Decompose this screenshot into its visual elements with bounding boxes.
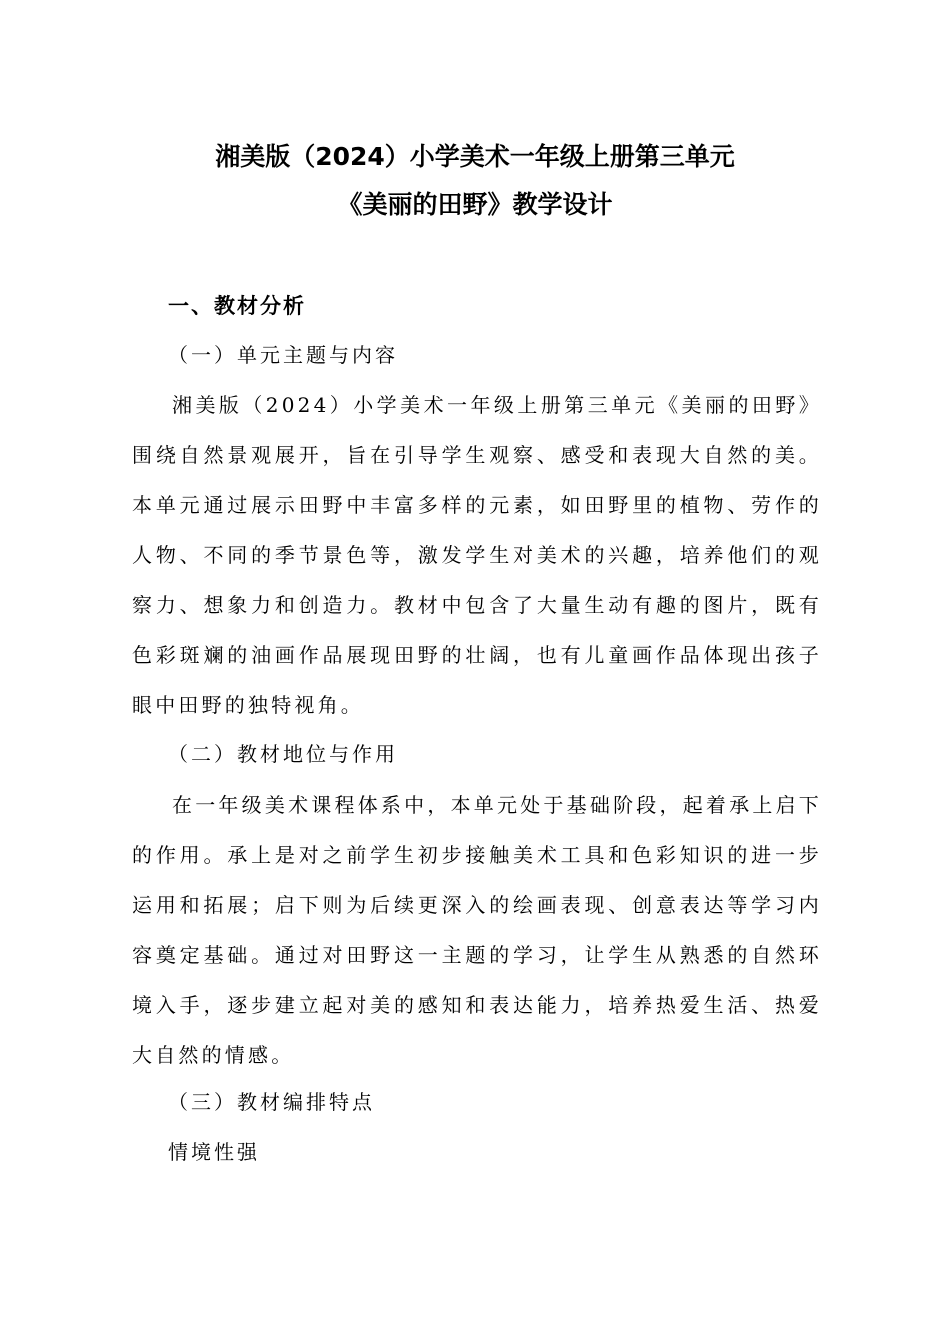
subsection-title-theme-content: （一）单元主题与内容 — [168, 343, 398, 367]
feature-point-situational: 情境性强 — [168, 1140, 260, 1164]
paragraph-position-role: 在一年级美术课程体系中，本单元处于基础阶段，起着承上启下的作用。承上是对之前学生初步接触美术工具和色彩知识的进一步运用和拓展；启下则为后续更深入的绘画表现、创意表达等学习内容奠定基础。通过对田野这一主题的学习，让学生从熟悉的自然环境入手，逐步建立起对美的感知和表达能力，培养热爱生活、热爱大自然的情感。 — [132, 793, 822, 1067]
paragraph-theme-content: 湘美版（2024）小学美术一年级上册第三单元《美丽的田野》围绕自然景观展开，旨在引导学生观察、感受和表现大自然的美。本单元通过展示田野中丰富多样的元素，如田野里的植物、劳作的人物、不同的季节景色等，激发学生对美术的兴趣，培养他们的观察力、想象力和创造力。教材中包含了大量生动有趣的图片，既有色彩斑斓的油画作品展现田野的壮阔，也有儿童画作品体现出孩子眼中田野的独特视角。 — [132, 393, 822, 717]
subsection-title-position-role: （二）教材地位与作用 — [168, 742, 398, 766]
section-heading-textbook-analysis: 一、教材分析 — [168, 294, 306, 318]
subsection-title-arrangement-features: （三）教材编排特点 — [168, 1090, 375, 1114]
document-title-line2: 《美丽的田野》教学设计 — [337, 190, 613, 219]
document-title-line1: 湘美版（2024）小学美术一年级上册第三单元 — [215, 142, 735, 171]
